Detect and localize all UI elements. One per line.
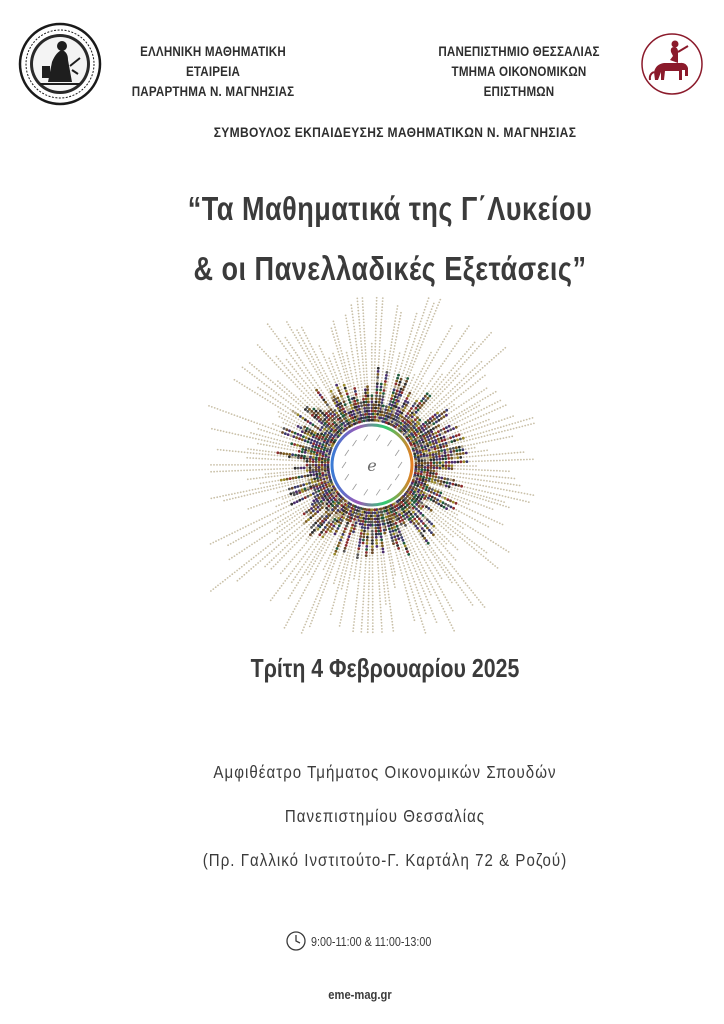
schedule-row xyxy=(285,930,475,954)
left-org-line-1: ΕΛΛΗΝΙΚΗ ΜΑΘΗΜΑΤΙΚΗ ΕΤΑΙΡΕΙΑ xyxy=(140,44,286,79)
event-date: Τρίτη 4 Φεβρουαρίου 2025 xyxy=(250,653,520,683)
event-title-line-2: & οι Πανελλαδικές Εξετάσεις” xyxy=(193,250,587,287)
emblem-seal-icon xyxy=(18,22,102,106)
center-symbol: e xyxy=(367,456,377,475)
right-org-line-1: ΠΑΝΕΠΙΣΤΗΜΙΟ ΘΕΣΣΑΛΙΑΣ xyxy=(438,44,600,59)
right-organization xyxy=(417,42,622,102)
advisor-heading: ΣΥΜΒΟΥΛΟΣ ΕΚΠΑΙΔΕΥΣΗΣ ΜΑΘΗΜΑΤΙΚΩΝ Ν. ΜΑΓΝΗΣΙΑΣ xyxy=(213,124,577,140)
centaur-logo-icon xyxy=(640,32,704,96)
clock-icon xyxy=(285,930,309,954)
right-org-line-2: ΤΜΗΜΑ ΟΙΚΟΝΟΜΙΚΩΝ ΕΠΙΣΤΗΜΩΝ xyxy=(451,64,587,99)
venue-line-3: (Πρ. Γαλλικό Ινστιτούτο-Γ. Καρτάλη 72 & Ροζού) xyxy=(202,850,568,870)
left-organization xyxy=(123,42,304,102)
schedule-time: 9:00-11:00 & 11:00-13:00 xyxy=(311,935,432,949)
website-link[interactable]: eme-mag.gr xyxy=(328,987,392,1002)
digits-of-e-burst-icon xyxy=(207,295,537,635)
left-org-line-2: ΠΑΡΑΡΤΗΜΑ Ν. ΜΑΓΝΗΣΙΑΣ xyxy=(131,84,295,99)
event-title-line-1: “Τα Μαθηματικά της Γ΄Λυκείου xyxy=(187,190,593,227)
venue-line-1: Αμφιθέατρο Τμήματος Οικονομικών Σπουδών xyxy=(213,762,557,782)
venue-line-2: Πανεπιστημίου Θεσσαλίας xyxy=(284,806,486,826)
